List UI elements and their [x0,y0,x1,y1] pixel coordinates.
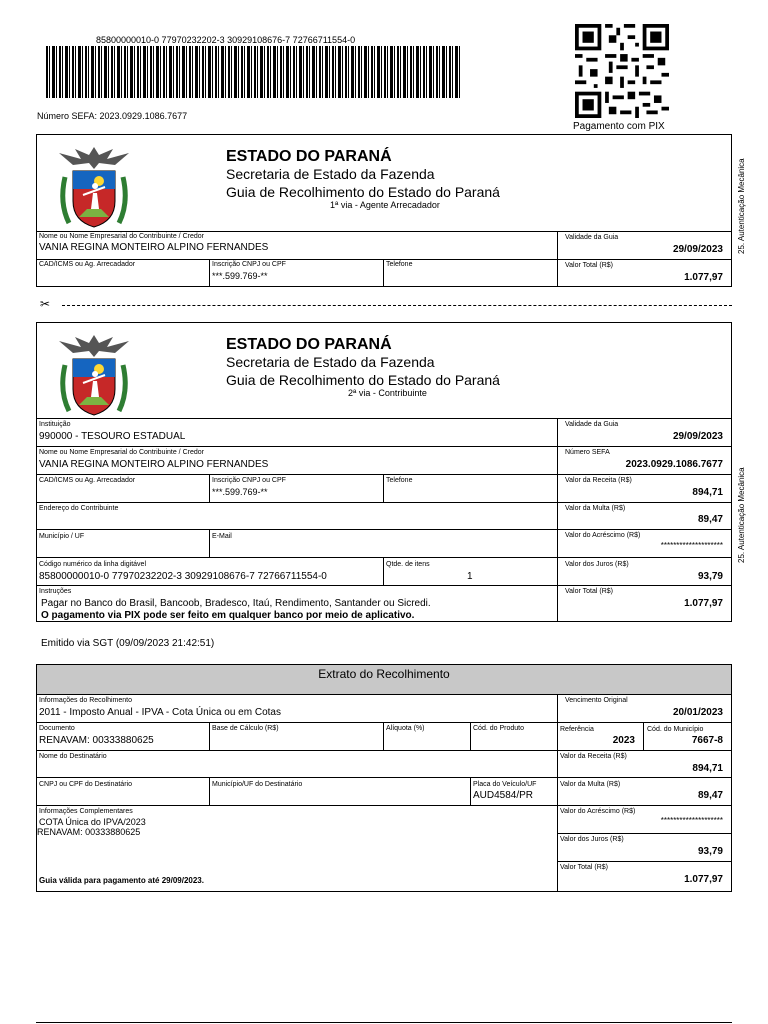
secretaria-via2: Secretaria de Estado da Fazenda [226,354,435,370]
endereco-label: Endereço do Contribuinte [39,505,119,512]
extrato-valor-acrescimo-label: Valor do Acréscimo (R$) [560,808,636,815]
validade-value-via2: 29/09/2023 [672,431,723,442]
telefone-label-via1: Telefone [386,261,413,268]
inscricao-value-via1: ***.599.769-** [212,271,268,281]
documento-label: Documento [39,725,75,732]
extrato-valor-receita-value: 894,71 [692,763,723,774]
state-title-via2: ESTADO DO PARANÁ [226,336,392,353]
valor-receita-value: 894,71 [692,487,723,498]
emitido-via-sgt: Emitido via SGT (09/09/2023 21:42:51) [41,638,215,649]
cod-municipio-label: Cód. do Município [647,726,704,733]
extrato-title: Extrato do Recolhimento [318,667,450,681]
referencia-value: 2023 [612,735,635,746]
extrato-valor-multa-label: Valor da Multa (R$) [560,781,621,788]
secretaria-via1: Secretaria de Estado da Fazenda [226,166,435,182]
valor-juros-value: 93,79 [697,571,723,582]
cut-line [62,305,732,306]
valor-total-value-via2: 1.077,97 [684,598,723,609]
email-label: E-Mail [212,533,232,540]
info-complementares-label: Informações Complementares [39,808,133,815]
valor-total-label-via1: Valor Total (R$) [565,262,613,269]
cod-produto-label: Cód. do Produto [473,725,524,732]
footer-line [36,1022,732,1023]
valor-acrescimo-label: Valor do Acréscimo (R$) [565,532,641,539]
valor-receita-label: Valor da Receita (R$) [565,477,632,484]
inscricao-label-via2: Inscrição CNPJ ou CPF [212,477,286,484]
guia-title-via2: Guia de Recolhimento do Estado do Paraná [226,372,500,388]
validade-label-via2: Validade da Guia [565,421,619,428]
extrato-valor-total-value: 1.077,97 [684,874,723,885]
autenticacao-via2: 25. Autenticação Mecânica [737,467,746,563]
autenticacao-via1: 25. Autenticação Mecânica [737,158,746,254]
extrato-valor-juros-value: 93,79 [697,846,723,857]
instrucao-pix: O pagamento via PIX pode ser feito em qualquer banco por meio de aplicativo. [41,610,415,621]
codigo-linha-value: 85800000010-0 77970232202-3 30929108676-7 72766711554-0 [39,571,327,582]
codigo-linha-label: Código numérico da linha digitável [39,561,147,568]
vencimento-original-value: 20/01/2023 [672,707,723,718]
nome-value-via1: VANIA REGINA MONTEIRO ALPINO FERNANDES [39,242,269,253]
municipio-destinatario-label: Município/UF do Destinatário [212,781,303,788]
cnpj-destinatario-label: CNPJ ou CPF do Destinatário [39,781,132,788]
numero-sefa-value: 2023.0929.1086.7677 [625,459,723,470]
pix-label: Pagamento com PIX [573,121,665,132]
barcode [46,46,462,98]
nome-label-via1: Nome ou Nome Empresarial do Contribuinte / Credor [39,233,204,240]
validade-value-via1: 29/09/2023 [672,244,723,255]
inscricao-value-via2: ***.599.769-** [212,487,268,497]
extrato-valor-juros-label: Valor dos Juros (R$) [560,836,624,843]
inscricao-label-via1: Inscrição CNPJ ou CPF [212,261,286,268]
scissors-icon: ✂ [40,297,51,311]
instituicao-label: Instituição [39,421,71,428]
vencimento-original-label: Vencimento Original [565,697,628,704]
numero-sefa-top: Número SEFA: 2023.0929.1086.7677 [37,111,188,121]
extrato-valor-total-label: Valor Total (R$) [560,864,608,871]
cad-label-via1: CAD/ICMS ou Ag. Arrecadador [39,261,136,268]
numero-sefa-label: Número SEFA [565,449,610,456]
referencia-label: Referência [560,726,594,733]
placa-label: Placa do Veículo/UF [473,781,537,788]
instrucao-bancos: Pagar no Banco do Brasil, Bancoob, Bradesco, Itaú, Rendimento, Santander ou Sicredi. [41,598,431,609]
info-complementares-line2: RENAVAM: 00333880625 [37,827,141,837]
instrucoes-label: Instruções [39,588,72,595]
qtde-itens-label: Qtde. de itens [386,561,430,568]
pix-qr-code [575,24,669,118]
valor-acrescimo-value: ******************** [660,541,723,550]
instituicao-value: 990000 - TESOURO ESTADUAL [39,431,186,442]
info-recolhimento-value: 2011 - Imposto Anual - IPVA - Cota Única ou em Cotas [39,707,281,718]
parana-coat-of-arms-icon [55,331,133,417]
valor-total-label-via2: Valor Total (R$) [565,588,613,595]
municipio-uf-label: Município / UF [39,533,85,540]
validade-label-via1: Validade da Guia [565,234,619,241]
cad-label-via2: CAD/ICMS ou Ag. Arrecadador [39,477,136,484]
qtde-itens-value: 1 [467,571,473,582]
documento-value: RENAVAM: 00333880625 [39,735,154,746]
extrato-valor-receita-label: Valor da Receita (R$) [560,753,627,760]
nome-label-via2: Nome ou Nome Empresarial do Contribuinte / Credor [39,449,204,456]
barcode-number: 85800000010-0 77970232202-3 30929108676-7 72766711554-0 [96,35,356,45]
base-calculo-label: Base de Cálculo (R$) [212,725,279,732]
nome-value-via2: VANIA REGINA MONTEIRO ALPINO FERNANDES [39,459,269,470]
state-title-via1: ESTADO DO PARANÁ [226,148,392,165]
valor-multa-label: Valor da Multa (R$) [565,505,626,512]
via2-label: 2ª via - Contribuinte [348,388,427,398]
guia-valida-text: Guia válida para pagamento até 29/09/2023. [39,876,204,885]
valor-total-value-via1: 1.077,97 [684,272,723,283]
valor-juros-label: Valor dos Juros (R$) [565,561,629,568]
info-recolhimento-label: Informações do Recolhimento [39,697,132,704]
cod-municipio-value: 7667-8 [691,735,723,746]
parana-coat-of-arms-icon [55,143,133,229]
placa-value: AUD4584/PR [473,790,534,801]
extrato-valor-multa-value: 89,47 [697,790,723,801]
info-complementares-line1: COTA Única do IPVA/2023 [39,817,146,827]
telefone-label-via2: Telefone [386,477,413,484]
aliquota-label: Alíquota (%) [386,725,425,732]
via1-label: 1ª via - Agente Arrecadador [330,200,440,210]
extrato-valor-acrescimo-value: ******************** [660,816,723,825]
valor-multa-value: 89,47 [697,514,723,525]
guia-title-via1: Guia de Recolhimento do Estado do Paraná [226,184,500,200]
nome-destinatario-label: Nome do Destinatário [39,753,107,760]
